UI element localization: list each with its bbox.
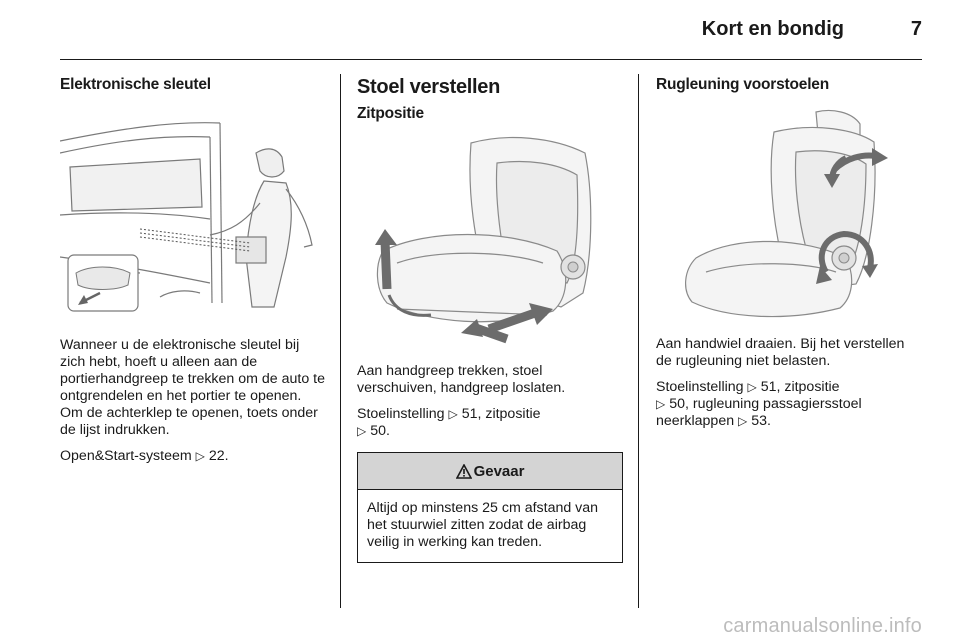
column-seat-adjustment <box>357 76 623 563</box>
seat-position-paragraph: Aan handgreep trekken, stoel verschuiven, handgreep loslaten. <box>357 363 566 396</box>
warning-box <box>357 452 623 563</box>
backrest-crossref <box>656 379 922 430</box>
column-electronic-key <box>60 76 326 465</box>
column-backrest <box>656 76 922 430</box>
crossref-page[interactable]: 51, zitpositie <box>760 379 840 395</box>
xref-arrow-icon: ▷ <box>357 424 367 438</box>
crossref-page[interactable]: 53. <box>751 413 771 429</box>
header-rule <box>60 59 922 60</box>
section-heading-backrest: Rugleuning voorstoelen <box>656 76 829 93</box>
crossref-label: Open&Start-systeem <box>60 448 192 464</box>
electronic-key-crossref <box>60 448 326 465</box>
crossref-page[interactable]: 22. <box>208 448 229 464</box>
crossref-page[interactable]: 51, zitpositie <box>461 406 541 422</box>
xref-arrow-icon: ▷ <box>738 414 748 428</box>
illustration-electronic-key <box>60 107 326 319</box>
xref-arrow-icon: ▷ <box>448 407 458 421</box>
electronic-key-paragraph: Wanneer u de elektronische sleutel bij zich hebt, hoeft u alleen aan de portierhandgreep te trekken om de auto te ontgrendelen en het portier te openen. Om de achterklep te openen, toets onder de lijst indrukken. <box>60 337 326 438</box>
page-number: 7 <box>910 18 922 40</box>
backrest-paragraph: Aan handwiel draaien. Bij het verstellen de rugleuning niet belasten. <box>656 336 905 369</box>
seat-position-crossref <box>357 406 623 440</box>
watermark: carmanualsonline.info <box>723 615 922 637</box>
crossref-label: Stoelinstelling <box>357 406 445 422</box>
subheading-seat-position: Zitpositie <box>357 105 424 122</box>
warning-title: Gevaar <box>473 462 525 480</box>
warning-triangle-icon <box>456 464 472 479</box>
column-divider-1 <box>340 74 341 608</box>
header-title: Kort en bondig <box>701 18 844 40</box>
xref-arrow-icon: ▷ <box>195 449 205 463</box>
crossref-page[interactable]: 50, rugleuning passagiersstoel neerklappen <box>656 396 862 429</box>
crossref-page[interactable]: 50. <box>370 423 390 439</box>
warning-text: Altijd op minstens 25 cm afstand van het stuurwiel zitten zodat de airbag veilig in werking kan treden. <box>367 500 599 550</box>
crossref-label: Stoelinstelling <box>656 379 744 395</box>
section-heading-seat-adjustment: Stoel verstellen <box>357 76 501 98</box>
xref-arrow-icon: ▷ <box>656 397 666 411</box>
xref-arrow-icon: ▷ <box>747 380 757 394</box>
column-divider-2 <box>638 74 639 608</box>
section-heading-electronic-key: Elektronische sleutel <box>60 76 211 93</box>
illustration-backrest <box>656 108 920 320</box>
warning-header <box>358 453 622 490</box>
illustration-seat-position <box>357 133 621 347</box>
